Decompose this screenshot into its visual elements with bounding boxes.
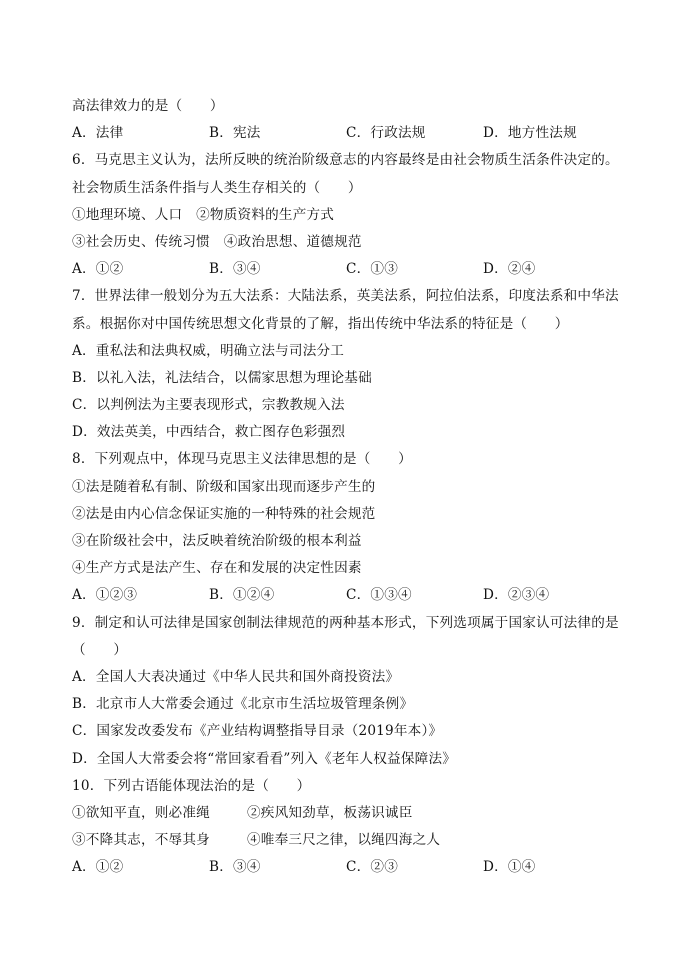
answer-option: A．①②③ — [72, 587, 138, 604]
statement-pair — [72, 827, 632, 854]
statement: ①欲知平直，则必准绳 — [72, 804, 210, 821]
text-line: 7．世界法律一般划分为五大法系：大陆法系，英美法系，阿拉伯法系，印度法系和中华法 — [72, 288, 619, 305]
answer-options — [72, 854, 632, 881]
statement: ④唯奉三尺之律，以绳四海之人 — [247, 832, 441, 849]
text-line: B．以礼入法，礼法结合，以儒家思想为理论基础 — [72, 369, 372, 386]
text-line: ②法是由内心信念保证实施的一种特殊的社会规范 — [72, 505, 376, 522]
answer-option: C．①③ — [346, 261, 398, 278]
answer-options — [72, 582, 632, 609]
text-line: 9．制定和认可法律是国家创制法律规范的两种基本形式，下列选项属于国家认可法律的是 — [72, 614, 619, 631]
text-line: ①法是随着私有制、阶级和国家出现而逐步产生的 — [72, 478, 376, 495]
answer-option: B．①②④ — [209, 587, 275, 604]
text-line: ①地理环境、人口 ②物质资料的生产方式 — [72, 206, 335, 223]
answer-option: A．法律 — [72, 125, 124, 142]
answer-option: D．①④ — [483, 859, 536, 876]
answer-options — [72, 256, 632, 283]
statement: ③不降其志，不辱其身 — [72, 832, 210, 849]
text-line: A．全国人大表决通过《中华人民共和国外商投资法》 — [72, 668, 400, 685]
text-line: （ ） — [72, 641, 128, 658]
text-line: ④生产方式是法产生、存在和发展的决定性因素 — [72, 560, 362, 577]
text-line: 社会物质生活条件指与人类生存相关的（ ） — [72, 179, 362, 196]
answer-option: C．①③④ — [346, 587, 412, 604]
answer-option: D．地方性法规 — [483, 125, 577, 142]
text-line: 高法律效力的是（ ） — [72, 98, 224, 114]
answer-option: A．①② — [72, 261, 124, 278]
text-line: B．北京市人大常委会通过《北京市生活垃圾管理条例》 — [72, 696, 414, 713]
text-line: A．重私法和法典权威，明确立法与司法分工 — [72, 342, 345, 359]
text-line: ③在阶级社会中，法反映着统治阶级的根本利益 — [72, 533, 362, 549]
answer-option: B．③④ — [209, 859, 261, 876]
answer-option: C．行政法规 — [346, 125, 426, 142]
text-line: 6．马克思主义认为，法所反映的统治阶级意志的内容最终是由社会物质生活条件决定的。 — [72, 152, 619, 169]
text-line: D．效法英美，中西结合，救亡图存色彩强烈 — [72, 424, 346, 441]
text-line: D．全国人大常委会将“常回家看看”列入《老年人权益保障法》 — [72, 750, 457, 767]
text-line: 10．下列古语能体现法治的是（ ） — [72, 777, 311, 794]
statement: ②疾风知劲草，板荡识诚臣 — [247, 804, 413, 821]
text-line: C．国家发改委发布《产业结构调整指导目录（2019年本）》 — [72, 723, 443, 740]
answer-option: D．②④ — [483, 261, 536, 278]
answer-option: B．宪法 — [209, 125, 261, 142]
answer-option: C．②③ — [346, 859, 398, 876]
answer-option: B．③④ — [209, 261, 261, 278]
text-line: 系。根据你对中国传统思想文化背景的了解，指出传统中华法系的特征是（ ） — [72, 315, 569, 332]
statement-pair — [72, 800, 632, 827]
answer-option: A．①② — [72, 859, 124, 876]
document-page — [72, 93, 632, 881]
answer-options — [72, 120, 632, 147]
answer-option: D．②③④ — [483, 587, 550, 604]
text-line: C．以判例法为主要表现形式，宗教教规入法 — [72, 397, 345, 414]
text-line: ③社会历史、传统习惯 ④政治思想、道德规范 — [72, 233, 362, 250]
text-line: 8．下列观点中，体现马克思主义法律思想的是（ ） — [72, 451, 412, 468]
